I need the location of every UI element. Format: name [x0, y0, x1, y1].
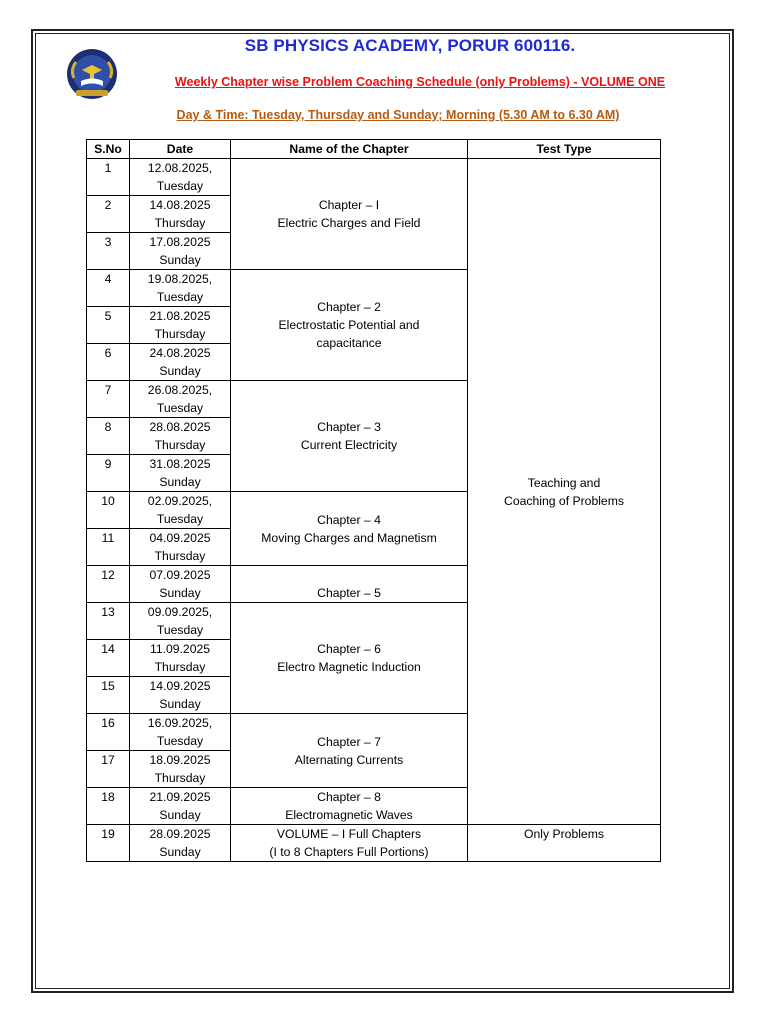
sno-cell: 5	[87, 307, 130, 344]
sno-cell: 15	[87, 677, 130, 714]
date-cell	[130, 233, 231, 270]
cell-line: Sunday	[159, 808, 201, 822]
cell-line: Chapter – 3	[317, 420, 381, 434]
cell-line: 28.09.2025	[149, 827, 211, 841]
chapter-cell	[231, 566, 468, 603]
header-date: Date	[130, 140, 231, 159]
chapter-cell	[231, 159, 468, 270]
date-cell	[130, 307, 231, 344]
cell-line: Current Electricity	[300, 438, 398, 452]
schedule-body	[87, 159, 661, 862]
cell-line: Chapter – 4	[317, 512, 381, 527]
cell-line: 04.09.2025	[149, 531, 211, 545]
cell-line	[231, 566, 467, 584]
cell-line: Tuesday	[156, 290, 204, 304]
cell-line: Only Problems	[524, 827, 604, 841]
cell-line: 12.08.2025,	[147, 161, 213, 175]
cell-line: 24.08.2025	[149, 346, 211, 360]
sno-cell: 17	[87, 751, 130, 788]
cell-line: Thursday	[154, 771, 206, 785]
cell-line: Tuesday	[156, 734, 204, 748]
table-row	[87, 825, 661, 862]
sno-cell: 3	[87, 233, 130, 270]
sno-cell: 9	[87, 455, 130, 492]
cell-line: 07.09.2025	[149, 568, 211, 582]
sno-cell: 10	[87, 492, 130, 529]
cell-line: Moving Charges and Magnetism	[261, 530, 437, 545]
date-cell	[130, 825, 231, 862]
cell-line: 21.09.2025	[149, 790, 211, 804]
date-cell	[130, 714, 231, 751]
cell-line: 11.09.2025	[149, 642, 211, 656]
cell-line: 18.09.2025	[149, 753, 211, 767]
date-cell	[130, 344, 231, 381]
cell-line: 14.08.2025	[149, 198, 211, 212]
table-row	[87, 159, 661, 196]
header-chapter: Name of the Chapter	[231, 140, 468, 159]
cell-line: 31.08.2025	[149, 457, 211, 471]
chapter-cell	[231, 270, 468, 381]
sno-cell: 2	[87, 196, 130, 233]
chapter-cell	[231, 825, 468, 862]
header-sno: S.No	[87, 140, 130, 159]
sno-cell: 16	[87, 714, 130, 751]
cell-line: Alternating Currents	[294, 752, 404, 767]
chapter-cell	[231, 788, 468, 825]
cell-line: Chapter – 8	[317, 790, 381, 804]
sno-cell: 6	[87, 344, 130, 381]
date-cell	[130, 640, 231, 677]
cell-line: Electro Magnetic Induction	[277, 660, 421, 674]
cell-line: VOLUME – I Full Chapters	[276, 827, 422, 841]
cell-line: Sunday	[159, 697, 201, 711]
date-cell	[130, 418, 231, 455]
cell-line: Thursday	[154, 549, 206, 563]
cell-line: Tuesday	[156, 179, 204, 193]
cell-line: 28.08.2025	[149, 420, 211, 434]
page-title: SB PHYSICS ACADEMY, PORUR 600116.	[244, 36, 576, 55]
sno-cell: 7	[87, 381, 130, 418]
date-cell	[130, 603, 231, 640]
sno-cell: 1	[87, 159, 130, 196]
cell-line: Tuesday	[156, 401, 204, 415]
cell-line: Chapter – 5	[317, 586, 381, 600]
sno-cell: 13	[87, 603, 130, 640]
date-cell	[130, 455, 231, 492]
cell-line: 02.09.2025,	[147, 494, 213, 508]
cell-line: Chapter – 7	[317, 734, 381, 749]
schedule-table	[86, 139, 661, 862]
cell-line: Sunday	[159, 253, 201, 267]
header-test-type: Test Type	[468, 140, 661, 159]
sno-cell: 14	[87, 640, 130, 677]
sno-cell: 4	[87, 270, 130, 307]
date-cell	[130, 677, 231, 714]
date-cell	[130, 529, 231, 566]
sno-cell: 12	[87, 566, 130, 603]
cell-line: Thursday	[154, 660, 206, 674]
cell-line: Tuesday	[156, 623, 204, 637]
chapter-cell	[231, 492, 468, 566]
chapter-cell	[231, 381, 468, 492]
sno-cell: 8	[87, 418, 130, 455]
test-type-cell	[468, 159, 661, 825]
cell-line: Thursday	[154, 216, 206, 230]
date-cell	[130, 381, 231, 418]
cell-line: Sunday	[159, 845, 201, 859]
cell-line: 21.08.2025	[149, 309, 211, 323]
date-cell	[130, 270, 231, 307]
sno-cell: 11	[87, 529, 130, 566]
cell-line: (I to 8 Chapters Full Portions)	[269, 845, 429, 859]
chapter-cell	[231, 714, 468, 788]
cell-line: 17.08.2025	[149, 235, 211, 249]
date-cell	[130, 196, 231, 233]
chapter-cell	[231, 603, 468, 714]
cell-line: Chapter – 6	[317, 642, 381, 656]
date-cell	[130, 751, 231, 788]
cell-line: Chapter – 2	[317, 300, 381, 314]
cell-line: 14.09.2025	[149, 679, 211, 693]
cell-line: Coaching of Problems	[504, 493, 624, 508]
date-cell	[130, 492, 231, 529]
cell-line	[468, 843, 660, 861]
sno-cell: 18	[87, 788, 130, 825]
cell-line: Electrostatic Potential and	[278, 318, 420, 332]
cell-line: 09.09.2025,	[147, 605, 213, 619]
date-cell	[130, 788, 231, 825]
sno-cell: 19	[87, 825, 130, 862]
cell-line: Electromagnetic Waves	[285, 808, 413, 822]
cell-line: Chapter – I	[318, 198, 380, 212]
date-cell	[130, 159, 231, 196]
cell-line: Sunday	[159, 586, 201, 600]
cell-line: Sunday	[159, 364, 201, 378]
cell-line: Tuesday	[156, 512, 204, 526]
cell-line: Thursday	[154, 438, 206, 452]
cell-line: 19.08.2025,	[147, 272, 213, 286]
cell-line: capacitance	[316, 336, 382, 350]
cell-line: Teaching and	[527, 475, 601, 490]
cell-line: 16.09.2025,	[147, 716, 213, 730]
cell-line: Electric Charges and Field	[277, 216, 421, 230]
schedule-subtitle: Weekly Chapter wise Problem Coaching Schedule (only Problems) - VOLUME ONE	[174, 75, 666, 89]
date-cell	[130, 566, 231, 603]
test-type-cell	[468, 825, 661, 862]
cell-line: Sunday	[159, 475, 201, 489]
cell-line: Thursday	[154, 327, 206, 341]
day-time-line: Day & Time: Tuesday, Thursday and Sunday; Morning (5.30 AM to 6.30 AM)	[176, 108, 620, 122]
cell-line: 26.08.2025,	[147, 383, 213, 397]
